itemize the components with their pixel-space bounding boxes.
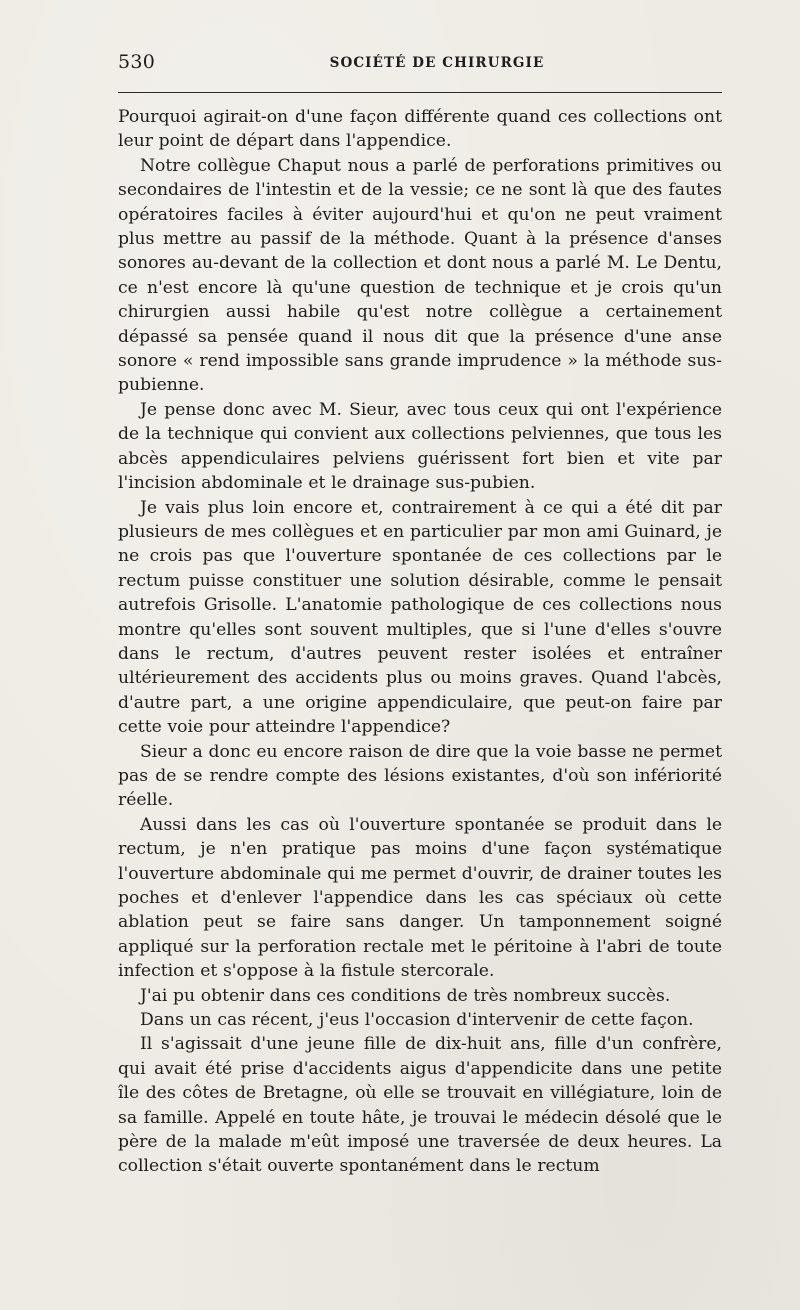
paragraph-4: Je vais plus loin encore et, contrairement à ce qui a été dit par plusieurs de mes collègues et en particulier par mon ami Guinard, je ne crois pas que l'ouverture spontanée de ces collections par le rectum puisse constituer une solution désirable, comme le pensait autrefois Grisolle. L'anatomie pathologique de ces collections nous montre qu'elles sont souvent multiples, que si l'une d'elles s'ouvre dans le rectum, d'autres peuvent rester isolées et entraîner ultérieurement des accidents plus ou moins graves. Quand l'abcès, d'autre part, a une origine appendiculaire, que peut-on faire par cette voie pour atteindre l'appendice? [118, 497, 722, 738]
paragraph-5: Sieur a donc eu encore raison de dire que la voie basse ne permet pas de se rendre compte des lésions existantes, d'où son infériorité réelle. [118, 741, 722, 811]
running-head: SOCIÉTÉ DE CHIRURGIE [329, 55, 545, 71]
page-number: 530 [118, 51, 156, 73]
paragraph-2: Notre collègue Chaput nous a parlé de perforations primitives ou secondaires de l'intestin et de la vessie; ce ne sont là que des fautes opératoires faciles à éviter aujourd'hui et qu'on ne peut vraiment plus mettre au passif de la méthode. Quant à la présence d'anses sonores au-devant de la collection et dont nous a parlé M. Le Dentu, ce n'est encore là qu'une question de technique et je crois qu'un chirurgien aussi habile qu'est notre collègue a certainement dépassé sa pensée quand il nous dit que la présence d'une anse sonore « rend impossible sans grande imprudence » la méthode sus-pubienne. [118, 155, 722, 396]
body-text [118, 105, 722, 1179]
paragraph-3: Je pense donc avec M. Sieur, avec tous ceux qui ont l'expérience de la technique qui convient aux collections pelviennes, que tous les abcès appendiculaires pelviens guérissent fort bien et vite par l'incision abdominale et le drainage sus-pubien. [118, 399, 722, 494]
header-rule [118, 92, 722, 93]
paragraph-1: Pourquoi agirait-on d'une façon différente quand ces collections ont leur point de départ dans l'appendice. [118, 107, 722, 152]
page-header [118, 50, 722, 76]
paragraph-7: J'ai pu obtenir dans ces conditions de très nombreux succès. [140, 985, 671, 1006]
paragraph-8: Dans un cas récent, j'eus l'occasion d'intervenir de cette façon. [140, 1010, 694, 1031]
paragraph-9: Il s'agissait d'une jeune fille de dix-huit ans, fille d'un confrère, qui avait été prise d'accidents aigus d'appendicite dans une petite île des côtes de Bretagne, où elle se trouvait en villégiature, loin de sa famille. Appelé en toute hâte, je trouvai le médecin désolé que le père de la malade m'eût imposé une traversée de deux heures. La collection s'était ouverte spontanément dans le rectum [118, 1034, 722, 1177]
paragraph-6: Aussi dans les cas où l'ouverture spontanée se produit dans le rectum, je n'en pratique pas moins d'une façon systématique l'ouverture abdominale qui me permet d'ouvrir, de drainer toutes les poches et d'enlever l'appendice dans les cas spéciaux où cette ablation peut se faire sans danger. Un tamponnement soigné appliqué sur la perforation rectale met le péritoine à l'abri de toute infection et s'oppose à la fistule stercorale. [118, 814, 722, 982]
